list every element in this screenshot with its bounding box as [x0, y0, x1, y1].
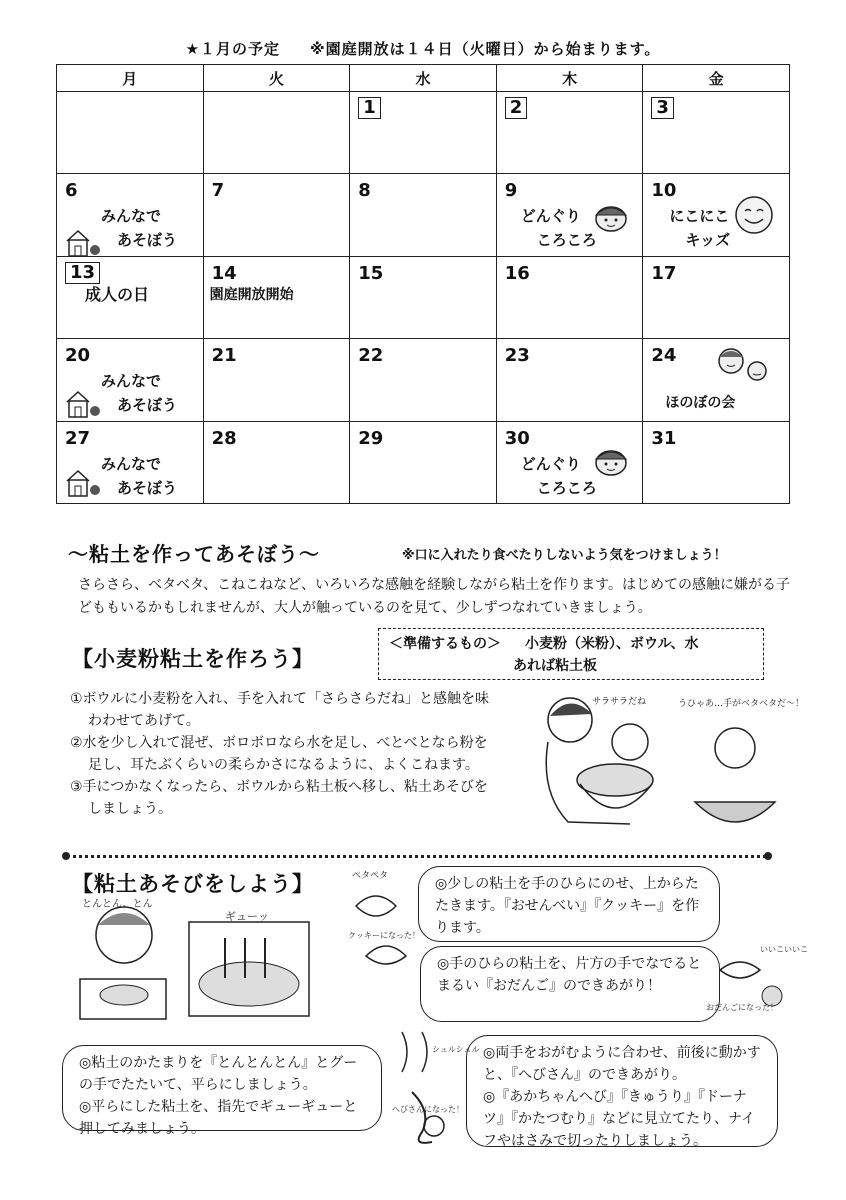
weekday-fri: 金: [643, 65, 790, 92]
make-steps: [70, 688, 490, 820]
calendar-cell: [57, 174, 204, 256]
day-number: 24: [651, 345, 677, 367]
section-intro: さらさら、ベタベタ、こねこねなど、いろいろな感触を経験しながら粘土を作ります。はじめての感触に嫌がる子どももいるかもしれませんが、大人が触っているのを見て、少しずつなれていきましょう。: [78, 577, 791, 616]
hands-odango-illustration: [706, 940, 808, 1020]
tip-bubble-senbei: ◎少しの粘土を手のひらにのせ、上からたたきます。『おせんべい』『クッキー』を作ります。: [418, 866, 720, 942]
tip-bubble-tonton: ◎粘土のかたまりを『とんとんとん』とグーの手でたたいて、平らにしましょう。 ◎平らにした粘土を、指先でギューギューと押してみましょう。: [62, 1045, 382, 1131]
day-number: 1: [358, 97, 381, 119]
weekday-tue: 火: [203, 65, 350, 92]
day-number: 17: [651, 262, 677, 284]
calendar-cell: [203, 421, 350, 503]
event-minnade: みんなで あそぼう: [101, 454, 178, 497]
calendar-cell: [57, 256, 204, 338]
calendar-cell: [350, 256, 497, 338]
step-1: ①ボウルに小麦粉を入れ、手を入れて「さらさらだね」と感触を味わわせてあげて。: [70, 691, 489, 729]
prep-box: [378, 628, 764, 680]
acorn-icon: [593, 442, 629, 476]
acorn-icon: [593, 198, 629, 232]
illus-betabeta: うひゃあ…手がベタベタだ～！: [678, 699, 805, 709]
day-number: 21: [211, 345, 237, 367]
calendar-cell-empty: [57, 92, 204, 174]
play-title: 【粘土あそびをしよう】: [72, 872, 314, 896]
day-number: 14: [211, 262, 237, 284]
prep-label: ＜準備するもの＞: [389, 636, 501, 652]
day-number: 3: [651, 97, 674, 119]
tip-bubble-odango: ◎手のひらの粘土を、片方の手でなでるとまるい『おだんご』のできあがり！: [420, 946, 720, 1022]
day-number: 2: [505, 97, 528, 119]
step-2: ②水を少し入れて混ぜ、ボロボロなら水を足し、べとべとなら粉を足し、耳たぶくらいの柔らかさになるように、よくこねます。: [70, 735, 488, 773]
calendar-cell: [203, 339, 350, 421]
event-minnade: みんなで あそぼう: [101, 207, 178, 250]
calendar-cell: [496, 339, 643, 421]
calendar-cell: [57, 339, 204, 421]
event-nikoniko: にこにこ キッズ: [669, 207, 731, 250]
label-gyuu: ギューッ: [225, 910, 269, 923]
mother-child-icon: [713, 345, 773, 383]
calendar-cell-empty: [203, 92, 350, 174]
child-tapping-illustration: [74, 895, 174, 1025]
day-number: 30: [504, 427, 530, 449]
calendar-cell: [643, 256, 790, 338]
label-petapeta: ペタペタ: [352, 871, 389, 881]
calendar-cell: [57, 421, 204, 503]
weekday-thu: 木: [496, 65, 643, 92]
event-entei: 園庭開放開始: [209, 286, 294, 303]
weekday-wed: 水: [350, 65, 497, 92]
calendar-cell: [496, 92, 643, 174]
label-cookie: クッキーになった！: [348, 931, 420, 940]
schedule-title: ★１月の予定: [185, 40, 281, 58]
day-number: 29: [358, 427, 384, 449]
month-schedule-heading: [0, 38, 846, 59]
calendar-cell: [350, 339, 497, 421]
event-minnade: みんなで あそぼう: [101, 372, 178, 415]
label-shuru: シュルシュル: [432, 1045, 480, 1054]
illus-sarasara: サラサラだね: [592, 697, 647, 707]
schedule-note: ※園庭開放は１４日（火曜日）から始まります。: [310, 40, 661, 58]
label-odango: おだんごになった！: [706, 1003, 778, 1012]
weekday-mon: 月: [57, 65, 204, 92]
day-number: 8: [358, 180, 371, 202]
day-number: 10: [651, 180, 677, 202]
day-number: 27: [65, 427, 91, 449]
playhouse-icon: [67, 389, 101, 419]
day-number: 13: [65, 262, 100, 284]
day-number: 31: [651, 427, 677, 449]
calendar-cell: [496, 256, 643, 338]
calendar-cell: [643, 339, 790, 421]
event-seijin: 成人の日: [85, 284, 150, 304]
day-number: 9: [504, 180, 518, 202]
section-title: ～粘土を作ってあそぼう～: [68, 542, 320, 566]
tip-bubble-hebi: ◎両手をおがむように合わせ、前後に動かすと、『へびさん』のできあがり。 ◎『あかちゃんへび』『きゅうり』『ドーナツ』『かたつむり』などに見立てたり、ナイフやはさみで切ったりしましょう。: [466, 1035, 778, 1147]
dotted-divider: [66, 855, 766, 858]
playhouse-icon: [67, 228, 101, 258]
prep-items: 小麦粉（米粉）、ボウル、水: [525, 636, 699, 652]
divider-dot: [764, 852, 772, 860]
day-number: 20: [65, 345, 91, 367]
label-tonton: とんとん、とん: [82, 899, 153, 910]
day-number: 22: [358, 345, 384, 367]
playhouse-icon: [67, 468, 101, 498]
day-number: 15: [358, 262, 384, 284]
kneading-illustration: [520, 692, 805, 842]
step-3: ③手につかなくなったら、ボウルから粘土板へ移し、粘土あそびをしましょう。: [70, 779, 488, 817]
calendar-cell: [203, 256, 350, 338]
calendar-cell: [643, 421, 790, 503]
make-clay-title: 【小麦粉粘土を作ろう】: [72, 647, 314, 671]
event-donguri: どんぐり ころころ: [520, 207, 597, 250]
day-number: 16: [504, 262, 530, 284]
hands-cookie-illustration: [346, 866, 426, 976]
day-number: 23: [504, 345, 530, 367]
calendar-cell: [350, 174, 497, 256]
calendar-cell: [643, 174, 790, 256]
label-hebi: へびさんになった！: [392, 1105, 464, 1114]
event-donguri: どんぐり ころころ: [520, 454, 597, 497]
hands-snake-illustration: [392, 1022, 480, 1150]
day-number: 7: [211, 180, 225, 202]
calendar-cell: [643, 92, 790, 174]
day-number: 28: [211, 427, 237, 449]
calendar-cell: [496, 421, 643, 503]
day-number: 6: [65, 180, 78, 202]
pressing-hands-illustration: [185, 908, 313, 1020]
calendar-cell: [350, 421, 497, 503]
calendar-cell: [350, 92, 497, 174]
event-honobono: ほのぼの会: [665, 395, 736, 412]
section-caution: ※口に入れたり食べたりしないよう気をつけましょう！: [402, 548, 727, 563]
january-calendar: [56, 64, 790, 504]
smiley-face-icon: [733, 194, 775, 236]
calendar-cell: [203, 174, 350, 256]
calendar-cell: [496, 174, 643, 256]
prep-optional: あれば粘土板: [513, 658, 597, 674]
label-iiko: いいこいいこ: [760, 945, 808, 954]
